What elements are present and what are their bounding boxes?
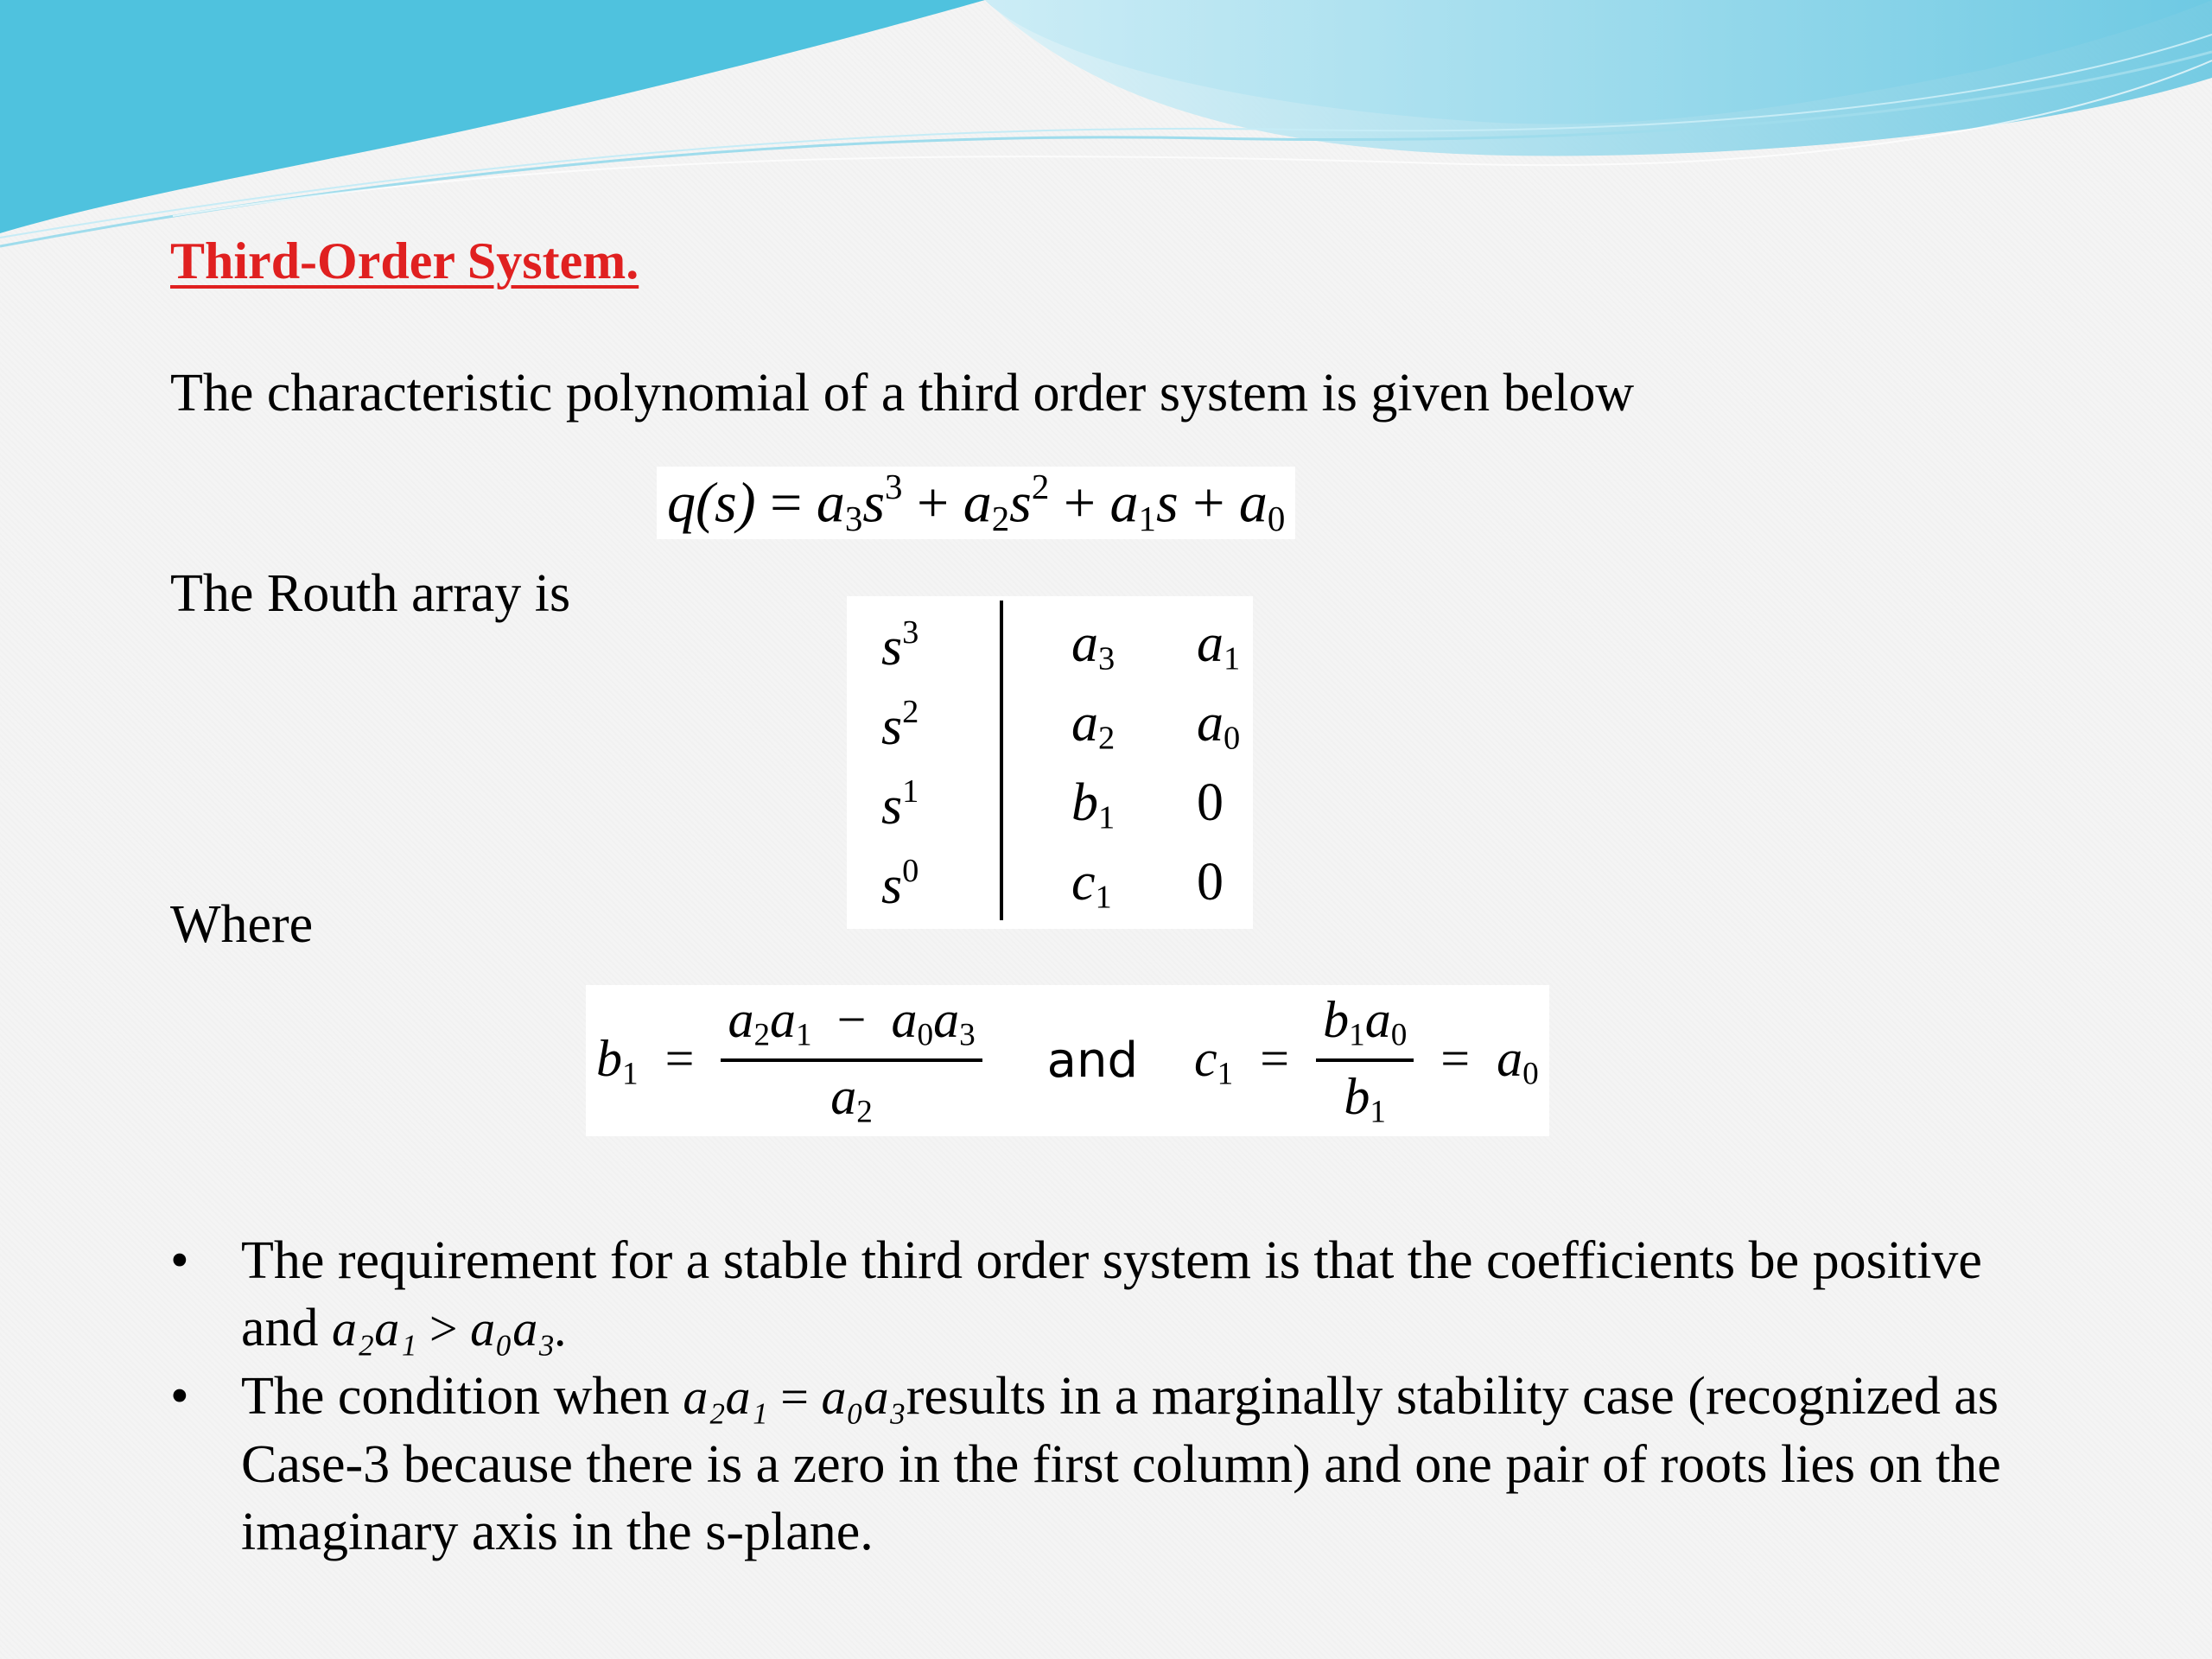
sub: 2	[753, 1017, 771, 1053]
math-op: =	[780, 1369, 809, 1425]
term-coef: a	[816, 471, 845, 535]
term-coef: a	[1109, 471, 1139, 535]
routh-power: s	[881, 617, 903, 677]
c1-fraction	[1316, 990, 1414, 1131]
routh-exp: 2	[902, 694, 919, 730]
sub: 0	[917, 1017, 934, 1053]
routh-row	[847, 693, 1253, 775]
var: a	[933, 991, 960, 1048]
var: a	[770, 991, 797, 1048]
c1-numerator	[1316, 990, 1414, 1062]
term-pow: 2	[1031, 467, 1050, 506]
term-sub: 0	[1267, 499, 1286, 538]
routh-cell: a	[1071, 694, 1098, 753]
polynomial-equation	[657, 467, 1295, 539]
term-var: s	[1156, 471, 1179, 535]
sub: 1	[1370, 1094, 1386, 1130]
equals-sign: =	[770, 471, 803, 535]
plus-sign: +	[1192, 471, 1225, 535]
routh-cell: 0	[1197, 853, 1224, 912]
routh-cell: 0	[1197, 773, 1224, 832]
sub: 1	[1349, 1017, 1365, 1053]
term-sub: 2	[991, 499, 1010, 538]
routh-cell: a	[1197, 614, 1224, 673]
slide-title: Third-Order System.	[170, 232, 639, 289]
routh-sub: 3	[1098, 640, 1116, 677]
var: b	[1344, 1068, 1370, 1126]
math-lhs: a₂a₁	[683, 1369, 768, 1425]
bullet-text: The condition when	[241, 1367, 670, 1426]
decorative-wave-banner	[0, 0, 2212, 259]
routh-row	[847, 772, 1253, 855]
var: b	[1323, 991, 1350, 1048]
intro-text: The characteristic polynomial of a third order system is given below	[170, 364, 1635, 423]
routh-row	[847, 613, 1253, 696]
routh-power: s	[881, 855, 903, 915]
math-lhs: a₂a₁	[332, 1300, 417, 1357]
term-var: s	[862, 471, 886, 535]
routh-power: s	[881, 696, 903, 756]
equals-sign: =	[1440, 1029, 1471, 1087]
b1-symbol: b	[596, 1029, 622, 1087]
sub: 1	[796, 1017, 812, 1053]
b1-fraction	[721, 990, 982, 1131]
c1-denominator	[1316, 1062, 1414, 1130]
c1-symbol: c	[1194, 1029, 1217, 1087]
routh-sub: 0	[1224, 720, 1241, 757]
math-op: >	[429, 1300, 458, 1357]
routh-power: s	[881, 776, 903, 836]
b1-numerator	[721, 990, 982, 1062]
routh-cell: c	[1071, 853, 1096, 912]
bullet-text: The requirement for a stable third order system is that the coefficients be positive and	[241, 1231, 1982, 1357]
var: a	[891, 991, 918, 1048]
b1-denominator	[721, 1062, 982, 1130]
routh-sub: 1	[1098, 799, 1116, 836]
term-var: s	[1009, 471, 1032, 535]
routh-cell: a	[1197, 694, 1224, 753]
var: a	[728, 991, 754, 1048]
c1-sub: 1	[1217, 1055, 1234, 1091]
var: a	[1364, 991, 1391, 1048]
var: a	[830, 1068, 857, 1126]
routh-row	[847, 852, 1253, 934]
bullet-icon: •	[170, 1367, 189, 1426]
sub: 2	[856, 1094, 873, 1130]
routh-cell: a	[1071, 614, 1098, 673]
result-sub: 0	[1522, 1055, 1539, 1091]
term-pow: 3	[885, 467, 903, 506]
routh-exp: 0	[902, 853, 919, 889]
equals-sign: =	[664, 1029, 695, 1087]
bullet-item-stability-requirement	[170, 1227, 2028, 1363]
term-coef: a	[963, 471, 992, 535]
routh-label: The Routh array is	[170, 564, 571, 623]
sub: 3	[959, 1017, 976, 1053]
math-rhs: a₀a₃	[821, 1369, 906, 1425]
plus-sign: +	[1063, 471, 1096, 535]
plus-sign: +	[916, 471, 950, 535]
sub: 0	[1390, 1017, 1408, 1053]
bullet-icon: •	[170, 1231, 189, 1290]
equals-sign: =	[1260, 1029, 1290, 1087]
bullet-list	[170, 1227, 2028, 1566]
b1-sub: 1	[622, 1055, 639, 1091]
minus-sign: −	[836, 991, 867, 1048]
result-symbol: a	[1497, 1029, 1523, 1087]
term-sub: 3	[844, 499, 863, 538]
inline-math	[683, 1369, 906, 1425]
routh-cell: b	[1071, 773, 1098, 832]
and-word: and	[1046, 1032, 1139, 1089]
polynomial-lhs: q(s)	[667, 471, 756, 535]
bullet-text: results in a marginally stability case (recognized as Case-3 because there is a zero in the first column) and one pair of roots lies on the imaginary axis in the s-plane.	[241, 1367, 2001, 1561]
routh-sub: 1	[1224, 640, 1241, 677]
routh-sub: 1	[1095, 879, 1112, 916]
routh-sub: 2	[1098, 720, 1116, 757]
term-coef: a	[1238, 471, 1268, 535]
math-rhs: a₀a₃.	[470, 1300, 568, 1357]
routh-array	[847, 596, 1253, 929]
routh-exp: 3	[902, 614, 919, 651]
term-sub: 1	[1138, 499, 1156, 538]
routh-exp: 1	[902, 773, 919, 810]
inline-math	[332, 1300, 568, 1357]
where-label: Where	[170, 895, 314, 954]
formula-b1-c1	[586, 985, 1549, 1136]
bullet-item-marginal-condition	[170, 1363, 2028, 1566]
